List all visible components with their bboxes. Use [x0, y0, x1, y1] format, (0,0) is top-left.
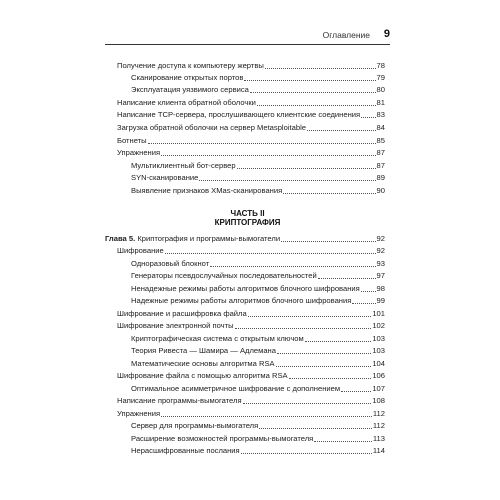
- toc-entry: Ненадежные режимы работы алгоритмов блочного шифрования 98: [131, 284, 385, 293]
- toc-entry: Получение доступа к компьютеру жертвы 78: [117, 61, 385, 70]
- toc-entry: Упражнения 112: [117, 409, 385, 418]
- toc-entry: Ботнеты 85: [117, 136, 385, 145]
- toc-entry: Шифрование электронной почты 102: [117, 321, 385, 330]
- toc-entry: Эксплуатация уязвимого сервиса 80: [131, 85, 385, 94]
- toc-entry: Шифрование и расшифровка файла 101: [117, 309, 385, 318]
- toc-entry: Сканирование открытых портов 79: [131, 73, 385, 82]
- page-number: 9: [383, 28, 390, 40]
- toc-entry: Выявление признаков XMas-сканирования 90: [131, 186, 385, 195]
- toc-entry: Оптимальное асимметричное шифрование с дополнением 107: [131, 384, 385, 393]
- toc-entry: Теория Ривеста — Шамира — Адлемана 103: [131, 346, 385, 355]
- toc-entry: Математические основы алгоритма RSA 104: [131, 359, 385, 368]
- part-label: ЧАСТЬ II: [230, 209, 265, 218]
- toc-entry: Сервер для программы-вымогателя 112: [131, 421, 385, 430]
- toc-entry: Написание программы-вымогателя 108: [117, 396, 385, 405]
- toc-entry: Надежные режимы работы алгоритмов блочного шифрования 99: [131, 296, 385, 305]
- part-title: КРИПТОГРАФИЯ: [214, 218, 281, 227]
- chapter-page: 92: [376, 234, 385, 243]
- toc-entry: Мультиклиентный бот-сервер 87: [131, 161, 385, 170]
- header-title: Оглавление: [322, 30, 370, 40]
- toc-entry: Одноразовый блокнот 93: [131, 259, 385, 268]
- toc-entry: Расширение возможностей программы-вымогателя 113: [131, 434, 385, 443]
- toc-entry: Написание TCP-сервера, прослушивающего клиентские соединения 83: [117, 110, 385, 119]
- toc-entry: Шифрование 92: [117, 246, 385, 255]
- chapter-title: Криптография и программы-вымогатели: [137, 234, 281, 243]
- toc-entry: Загрузка обратной оболочки на сервер Metasploitable 84: [117, 123, 385, 132]
- toc-entry: Нерасшифрованные послания 114: [131, 446, 385, 455]
- toc-entry: Криптографическая система с открытым ключом 103: [131, 334, 385, 343]
- toc-entry: Упражнения 87: [117, 148, 385, 157]
- toc-entry: Шифрование файла с помощью алгоритма RSA 106: [117, 371, 385, 380]
- toc-entry: Написание клиента обратной оболочки 81: [117, 98, 385, 107]
- toc-entry: SYN-сканирование 89: [131, 173, 385, 182]
- toc-entry: Генераторы псевдослучайных последовательностей 97: [131, 271, 385, 280]
- toc-chapter-entry: [105, 234, 385, 244]
- running-header: [105, 30, 390, 45]
- chapter-label: Глава 5.: [105, 234, 136, 243]
